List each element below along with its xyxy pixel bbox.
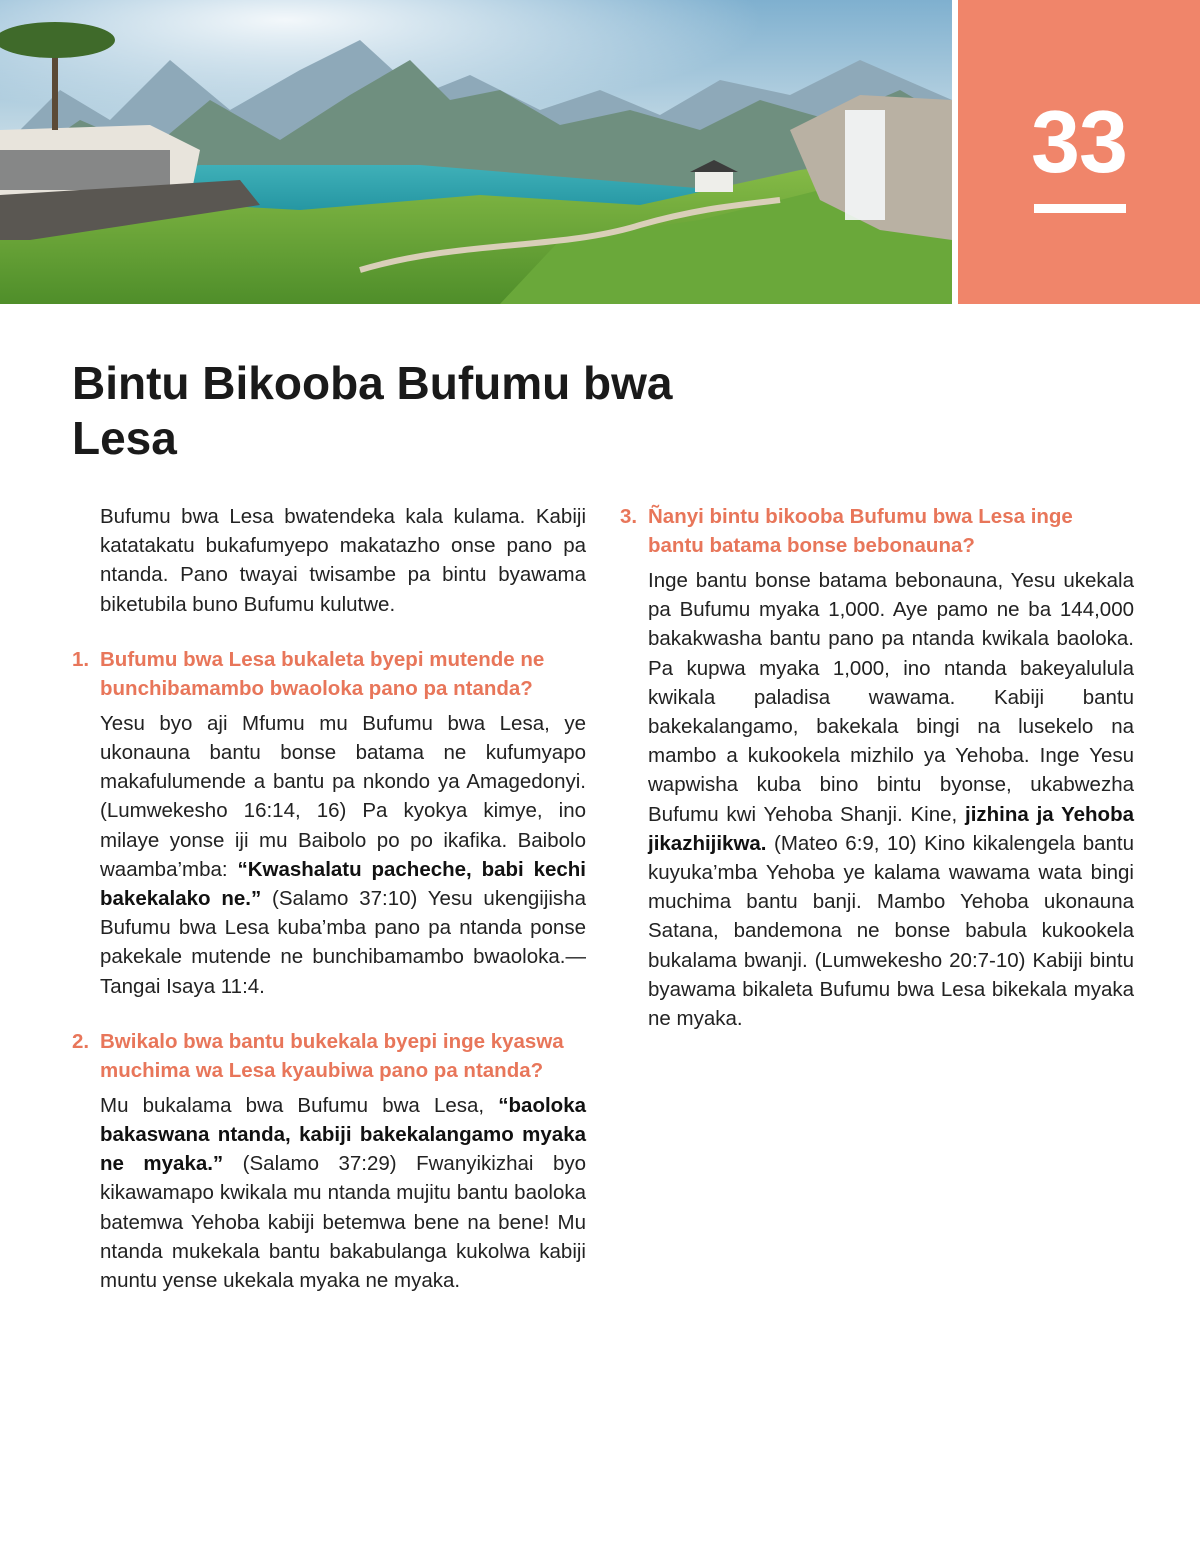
answer-paragraph <box>72 709 586 1001</box>
right-column <box>620 502 1134 1059</box>
page-title: Bintu Bikooba Bufumu bwa Lesa <box>72 357 673 464</box>
paradise-landscape-image <box>0 0 952 304</box>
section-2 <box>72 1027 586 1295</box>
question-text: Bwikalo bwa bantu bukekala byepi inge kyaswa muchima wa Lesa kyaubiwa pano pa ntanda? <box>100 1029 564 1082</box>
question-heading <box>72 645 586 703</box>
section-3 <box>620 502 1134 1033</box>
intro-paragraph: Bufumu bwa Lesa bwatendeka kala kulama. Kabiji katatakatu bukafumyepo makatazho onse pano pa ntanda. Pano twayai twisambe pa bintu byawama biketubila buno Bufumu kulutwe. <box>100 505 586 616</box>
question-number: 2. <box>72 1029 90 1053</box>
lesson-number-underline <box>1034 204 1126 213</box>
left-column <box>72 502 586 1321</box>
question-number: 1. <box>72 647 90 671</box>
answer-text: Inge bantu bonse batama bebonauna, Yesu ukekala pa Bufumu myaka 1,000. Aye pamo ne ba 144,000 bakakwasha bantu pano pa ntanda kwikala baoloka. Pa kupwa myaka 1,000, ino ntanda bakeyalulula kwikala paladisa wawama. Kabiji bantu bakekalangamo, bakekala bingi na lusekelo na mambo a kukookela mizhilo ya Yehoba. Inge Yesu wapwisha kuba bino bintu byonse, ukabwezha Bufumu kwi Yehoba Shanji. Kine, <box>648 569 1134 826</box>
header-illustration <box>0 0 952 304</box>
question-text: Bufumu bwa Lesa bukaleta byepi mutende ne bunchibamambo bwaoloka pano pa ntanda? <box>100 647 545 700</box>
answer-text: Yesu byo aji Mfumu mu Bufumu bwa Lesa, ye ukonauna bantu bonse batama ne kufumyapo makafulumende a bantu pa nkondo ya Amagedonyi. (Lumwekesho 16:14, 16) Pa kyokya kimye, ino milaye yonse iji mu Baibolo po po ikafika. Baibolo waamba’mba: <box>100 711 586 881</box>
question-heading <box>620 502 1134 560</box>
answer-paragraph <box>72 1091 586 1295</box>
answer-bold-quote: “Kwashalatu pacheche, babi kechi bakekalako ne.” <box>100 857 587 911</box>
answer-text: (Salamo 37:29) Fwanyikizhai byo kikawamapo kwikala mu ntanda mujitu bantu baoloka batemwa Yehoba kabiji betemwa bene na bene! Mu ntanda mukekala bantu bakabulanga kukolwa kabiji muntu yense ukekala myaka ne myaka. <box>100 1152 586 1293</box>
answer-bold-quote: “baoloka bakaswana ntanda, kabiji bakekalangamo myaka ne myaka.” <box>100 1093 586 1176</box>
lesson-number-box <box>958 0 1200 304</box>
answer-bold-quote: jizhina ja Yehoba jikazhijikwa. <box>648 802 1135 855</box>
question-number: 3. <box>620 505 638 528</box>
answer-text: (Salamo 37:10) Yesu ukengijisha Bufumu bwa Lesa kuba’mba pano pa ntanda ponse pakekale mutende ne bunchibamambo bwaoloka.—Tangai Isaya 11:4. <box>100 887 586 998</box>
answer-text: (Mateo 6:9, 10) Kino kikalengela bantu kuyuka’mba Yehoba ye kalama wawama wata bingi muchima bantu banji. Mambo Yehoba ukonauna Satana, bandemona ne bonse babula kukookela bukalama bwanji. (Lumwekesho 20:7-10) Kabiji bintu byawama bikaleta Bufumu bwa Lesa bikekala myaka ne myaka. <box>648 831 1134 1031</box>
answer-text: Mu bukalama bwa Bufumu bwa Lesa, <box>100 1093 499 1117</box>
question-text: Ñanyi bintu bikooba Bufumu bwa Lesa inge bantu batama bonse bebonauna? <box>648 505 1073 557</box>
section-1 <box>72 645 586 1001</box>
question-heading <box>72 1027 586 1085</box>
lesson-number: 33 <box>1031 92 1127 191</box>
answer-paragraph <box>620 566 1134 1033</box>
